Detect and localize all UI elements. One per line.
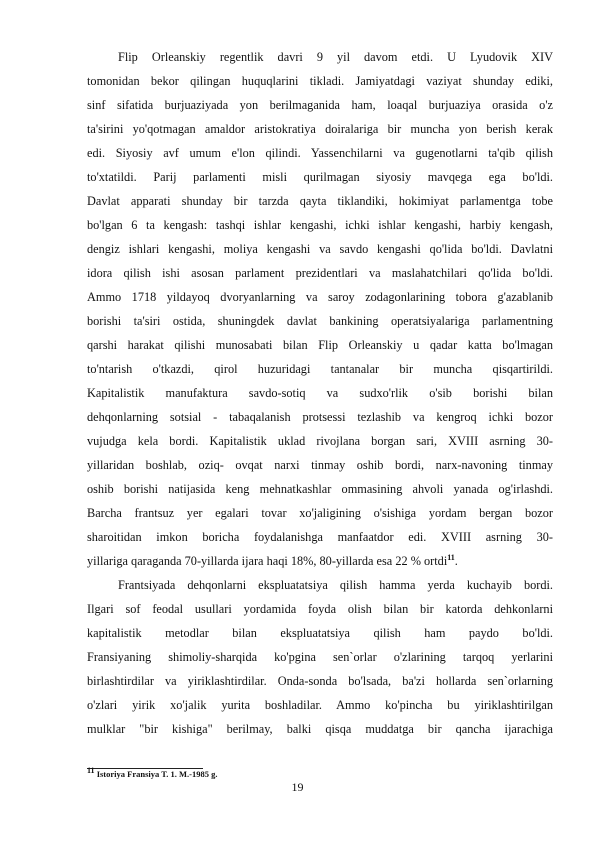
paragraph-line: oshib borishi natijasida keng mehnatkashlar ommasining ahvoli yanada og'irlashdi.	[87, 482, 553, 496]
paragraph-line: birlashtirdilar va yiriklashtirdilar. Onda-sonda bo'lsada, ba'zi hollarda sen`orlarning	[87, 674, 553, 688]
paragraph-line: Ilgari sof feodal usullari yordamida foyda olish bilan bir katorda dehkonlarni	[87, 602, 553, 616]
paragraph-line: sharoitidan imkon boricha foydalanishga manfaatdor edi. XVIII asrning 30-	[87, 530, 553, 544]
paragraph-line: Fransiyaning shimoliy-sharqida ko'pgina sen`orlar o'zlarining tarqoq yerlarini	[87, 650, 553, 664]
paragraph-line: bo'lgan 6 ta kengash: tashqi ishlar kengashi, ichki ishlar kengashi, harbiy kengash,	[87, 218, 553, 232]
paragraph-line: o'zlari yirik xo'jalik yurita boshladilar. Ammo ko'pincha bu yiriklashtirilgan	[87, 698, 553, 712]
paragraph-line: mulklar "bir kishiga" berilmay, balki qisqa muddatga bir qancha ijarachiga	[87, 722, 553, 736]
paragraph-line: Davlat apparati shunday bir tarzda qayta tiklandiki, hokimiyat parlamentga tobe	[87, 194, 553, 208]
paragraph-line: kapitalistik metodlar bilan ekspluatatsiya qilish ham paydo bo'ldi.	[87, 626, 553, 640]
paragraph-line: to'ntarish o'tkazdi, qirol huzuridagi tantanalar bir muncha qisqartirildi.	[87, 362, 553, 376]
footnote-reference[interactable]: 11	[447, 552, 455, 562]
paragraph-line: Kapitalistik manufaktura savdo-sotiq va sudxo'rlik o'sib borishi bilan	[87, 386, 553, 400]
paragraph-line: dengiz ishlari kengashi, moliya kengashi va savdo kengashi qo'lida bo'ldi. Davlatni	[87, 242, 553, 256]
paragraph-line: Barcha frantsuz yer egalari tovar xo'jaligining o'sishiga yordam bergan bozor	[87, 506, 553, 520]
paragraph-line: to'xtatildi. Parij parlamenti misli qurilmagan siyosiy mavqega ega bo'ldi.	[87, 170, 553, 184]
paragraph-line: sinf sifatida burjuaziyada yon berilmaganida ham, loaqal burjuaziya orasida o'z	[87, 98, 553, 112]
paragraph-line: Ammo 1718 yildayoq dvoryanlarning va saroy zodagonlarining tobora g'azablanib	[87, 290, 553, 304]
paragraph-line: edi. Siyosiy avf umum e'lon qilindi. Yassenchilarni va gugenotlarni ta'qib qilish	[87, 146, 553, 160]
paragraph-line: vujudga kela bordi. Kapitalistik uklad rivojlana borgan sari, XVIII asrning 30-	[87, 434, 553, 448]
period: .	[454, 554, 458, 568]
footnote-text: Istoriya Fransiya T. 1. M.-1985 g.	[96, 769, 218, 779]
paragraph-line: dehqonlarning sotsial - tabaqalanish protsessi tezlashib va kengroq ichki bozor	[87, 410, 553, 424]
footnote	[87, 766, 218, 779]
paragraph-line: idora qilish ishi asosan parlament prezidentlari va maslahatchilari qo'lida bo'ldi.	[87, 266, 553, 280]
paragraph-line: Frantsiyada dehqonlarni ekspluatatsiya qilish hamma yerda kuchayib bordi.	[118, 578, 553, 592]
paragraph-line: ta'sirini yo'qotmagan amaldor aristokratiya doiralariga bir muncha yon berish kerak	[87, 122, 553, 136]
paragraph-text: yillariga qaraganda 70-yillarda ijara haqi 18%, 80-yillarda esa 22 % ortdi	[87, 554, 448, 568]
footnote-number: 11	[87, 766, 95, 776]
paragraph-line: borishi ta'siri ostida, shuningdek davlat bankining operatsiyalariga parlamentning	[87, 314, 553, 328]
paragraph-line: tomonidan bekor qilingan huquqlarini tikladi. Jamiyatdagi vaziyat shunday ediki,	[87, 74, 553, 88]
paragraph-line-last	[87, 551, 553, 571]
paragraph-line: yillaridan boshlab, oziq- ovqat narxi tinmay oshib bordi, narx-navoning tinmay	[87, 458, 553, 472]
paragraph-line: qarshi harakat qilishi munosabati bilan Flip Orleanskiy u qadar katta bo'lmagan	[87, 338, 553, 352]
page-number: 19	[291, 780, 304, 794]
paragraph-line: Flip Orleanskiy regentlik davri 9 yil davom etdi. U Lyudovik XIV	[118, 50, 553, 64]
